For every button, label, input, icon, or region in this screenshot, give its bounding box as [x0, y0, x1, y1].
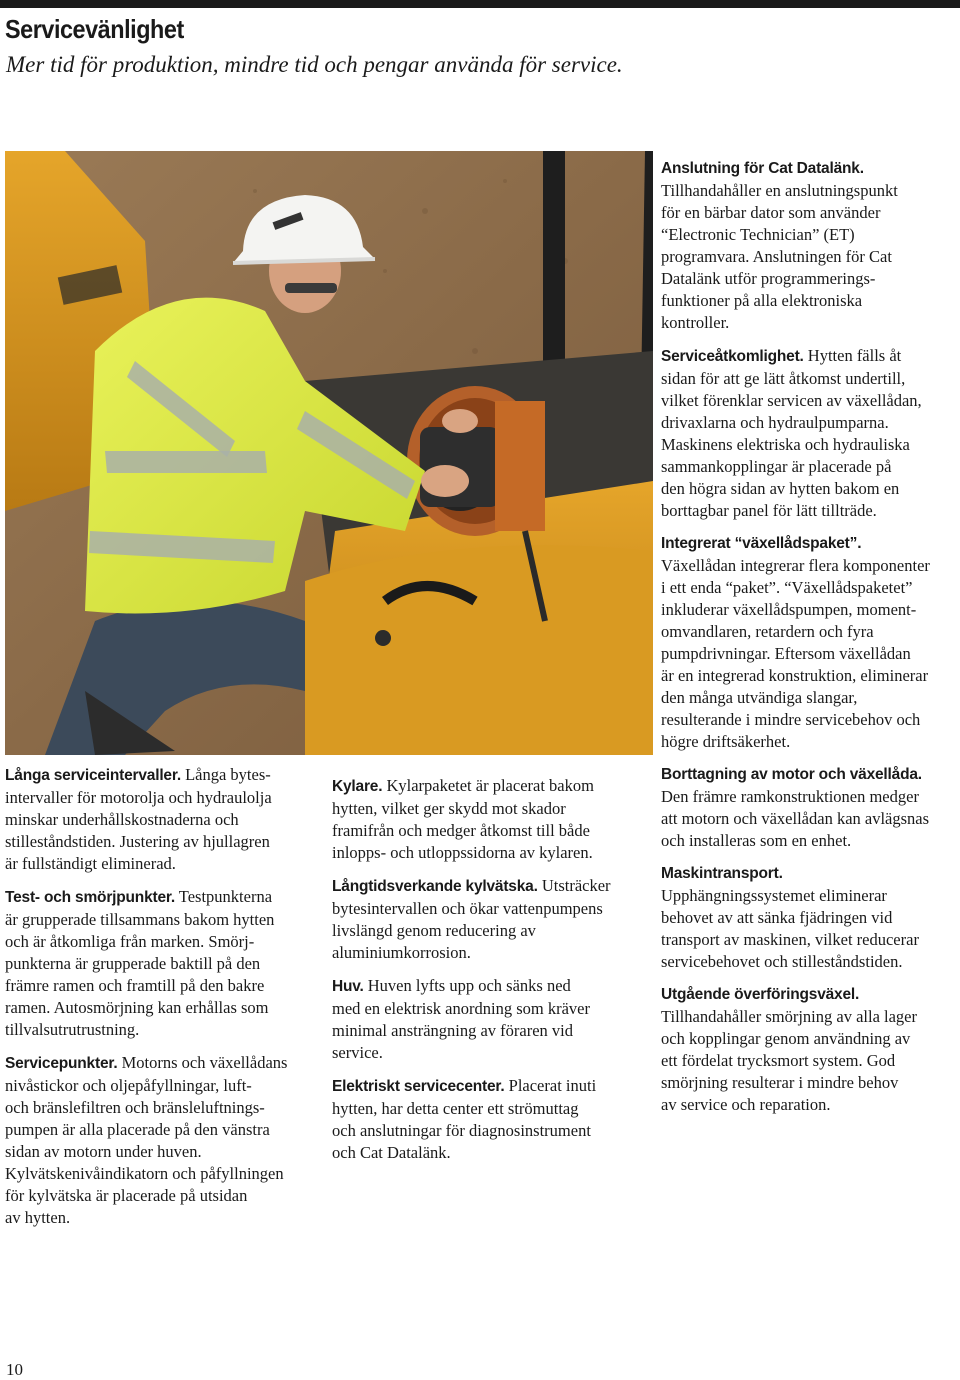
body-line: funktioner på alla elektroniska	[661, 291, 863, 310]
body-line: Växellådan integrerar flera komponenter	[661, 556, 930, 575]
body-line: är grupperade tillsammans bakom hytten	[5, 910, 275, 929]
body-line: främre ramen och framtill på den bakre	[5, 976, 265, 995]
body-line: sidan för att ge lätt åtkomst undertill,	[661, 369, 906, 388]
section-long-intervals: Långa serviceintervaller. Långa bytes- intervaller för motorolja och hydraulolja minskar underhållskostnaderna och stilleståndstiden. Justering av hjullagren är fullständigt eliminerad.	[5, 764, 315, 875]
body-line: borttagbar panel för lätt tillträde.	[661, 501, 877, 520]
body-line: och Cat Datalänk.	[332, 1143, 451, 1162]
right-column	[661, 158, 960, 1127]
body-line: inlopps- och utloppssidorna av kylaren.	[332, 843, 593, 862]
section-service-points: Servicepunkter. Motorns och växellådans nivåstickor och oljepåfyllningar, luft- och bränslefiltren och bränsleluftnings- pumpen är alla placerade på den vänstra sidan av motorn under huven. Kylvätskenivåindikatorn och påfyllningen för kylvätska är placerade på utsidan av hytten.	[5, 1052, 315, 1229]
section-head: Huv.	[332, 978, 364, 995]
body-line: minimal ansträngning av föraren vid	[332, 1021, 574, 1040]
body-line: programvara. Anslutningen för Cat	[661, 247, 892, 266]
body-line: och kopplingar genom användning av	[661, 1029, 911, 1048]
section-head: Integrerat “växellådspaket”.	[661, 535, 862, 552]
body-line: av service och reparation.	[661, 1095, 831, 1114]
body-line: Den främre ramkonstruktionen medger	[661, 787, 919, 806]
section-transmission-package	[661, 533, 960, 753]
body-line: behovet av att sänka fjädringen vid	[661, 908, 893, 927]
body-line: sidan av motorn under huven.	[5, 1142, 202, 1161]
body-line: hytten, har detta center ett strömuttag	[332, 1099, 579, 1118]
body-line: och anslutningar för diagnosinstrument	[332, 1121, 591, 1140]
body-line: punkterna är grupperade baktill på den	[5, 954, 261, 973]
body-line: sammankopplingar är placerade på	[661, 457, 892, 476]
body-line: ett fördelat trycksmort system. God	[661, 1051, 896, 1070]
body-line: aluminiumkorrosion.	[332, 943, 471, 962]
body-line: är en integrerad konstruktion, eliminerar	[661, 666, 929, 685]
body-line: den många utvändiga slangar,	[661, 688, 858, 707]
body-line: livslängd genom reducering av	[332, 921, 536, 940]
body-line: för en bärbar dator som använder	[661, 203, 881, 222]
body-line: är fullständigt eliminerad.	[5, 854, 176, 873]
body-line: resulterande i mindre servicebehov och	[661, 710, 921, 729]
section-long-life-coolant: Långtidsverkande kylvätska. Utsträcker bytesintervallen och ökar vattenpumpens livslängd genom reducering av aluminiumkorrosion.	[332, 875, 642, 964]
page-subtitle: Mer tid för produktion, mindre tid och pengar använda för service.	[6, 52, 623, 77]
body-line: kontroller.	[661, 313, 730, 332]
body-line: hytten, vilket ger skydd mot skador	[332, 799, 566, 818]
body-line: Upphängningssystemet eliminerar	[661, 886, 887, 905]
body-line: minskar underhållskostnaderna och	[5, 810, 239, 829]
body-line: Kylvätskenivåindikatorn och påfyllningen	[5, 1164, 284, 1183]
body-line: inkluderar växellådspumpen, moment-	[661, 600, 917, 619]
body-line: smörjning resulterar i mindre behov	[661, 1073, 899, 1092]
body-line: och är åtkomliga från marken. Smörj-	[5, 932, 255, 951]
section-hood: Huv. Huven lyfts upp och sänks ned med en elektrisk anordning som kräver minimal ansträngning av föraren vid service.	[332, 975, 642, 1064]
body-line: och bränslefiltren och bränsleluftnings-	[5, 1098, 265, 1117]
section-head: Servicepunkter.	[5, 1055, 118, 1072]
body-line: och installeras som en enhet.	[661, 831, 852, 850]
body-line: service.	[332, 1043, 383, 1062]
section-head: Långa serviceintervaller.	[5, 767, 181, 784]
body-line: högre driftsäkerhet.	[661, 732, 791, 751]
left-column	[5, 764, 315, 1240]
body-line: omvandlaren, retardern och fyra	[661, 622, 874, 641]
section-head: Serviceåtkomlighet.	[661, 348, 804, 365]
photo-technician-air-filter	[5, 151, 653, 755]
body-line: Maskinens elektriska och hydrauliska	[661, 435, 910, 454]
section-electrical-service-center: Elektriskt servicecenter. Placerat inuti hytten, har detta center ett strömuttag och anslutningar för diagnosinstrument och Cat Datalänk.	[332, 1075, 642, 1164]
body-line: för kylvätska är placerade på utsidan	[5, 1186, 248, 1205]
body-line: bytesintervallen och ökar vattenpumpens	[332, 899, 603, 918]
body-line: framifrån och medger åtkomst till både	[332, 821, 590, 840]
page-number: 10	[6, 1360, 23, 1379]
top-rule	[0, 0, 960, 8]
section-head: Utgående överföringsväxel.	[661, 986, 860, 1003]
section-head: Långtidsverkande kylvätska.	[332, 878, 538, 895]
section-machine-transport	[661, 863, 960, 973]
body-line: Tillhandahåller smörjning av alla lager	[661, 1007, 917, 1026]
body-line: servicebehovet och stilleståndstiden.	[661, 952, 903, 971]
section-head: Anslutning för Cat Datalänk.	[661, 160, 864, 177]
body-line: intervaller för motorolja och hydraulolja	[5, 788, 272, 807]
section-head: Kylare.	[332, 778, 383, 795]
body-line: stilleståndstiden. Justering av hjullagren	[5, 832, 270, 851]
body-line: av hytten.	[5, 1208, 71, 1227]
body-line: den högra sidan av hytten bakom en	[661, 479, 900, 498]
body-line: med en elektrisk anordning som kräver	[332, 999, 590, 1018]
section-head: Elektriskt servicecenter.	[332, 1078, 505, 1095]
body-line: transport av maskinen, vilket reducerar	[661, 930, 919, 949]
body-line: pumpen är alla placerade på den vänstra	[5, 1120, 270, 1139]
body-line: att motorn och växellådan kan avlägsnas	[661, 809, 930, 828]
body-line: ramen. Autosmörjning kan erhållas som	[5, 998, 269, 1017]
section-test-lube-points: Test- och smörjpunkter. Testpunkterna är grupperade tillsammans bakom hytten och är åtkomliga från marken. Smörj- punkterna är grupperade baktill på den främre ramen och framtill på den bakre ramen. Autosmörjning kan erhållas som tillvalsutrutrustning.	[5, 886, 315, 1041]
section-service-access: Serviceåtkomlighet. Hytten fälls åt sidan för att ge lätt åtkomst undertill, vilket förenklar servicen av växellådan, drivaxlarna och hydraulpumparna. Maskinens elektriska och hydrauliska sammankopplingar är placerade på den högra sidan av hytten bakom en borttagbar panel för lätt tillträde.	[661, 345, 960, 522]
section-cat-datalink	[661, 158, 960, 334]
section-head: Borttagning av motor och växellåda.	[661, 766, 922, 783]
body-line: “Electronic Technician” (ET)	[661, 225, 855, 244]
body-line: Tillhandahåller en anslutningspunkt	[661, 181, 898, 200]
section-radiator: Kylare. Kylarpaketet är placerat bakom hytten, vilket ger skydd mot skador framifrån och medger åtkomst till både inlopps- och utloppssidorna av kylaren.	[332, 775, 642, 864]
section-head: Maskintransport.	[661, 865, 783, 882]
middle-column	[332, 775, 642, 1175]
body-line: Datalänk utför programmerings-	[661, 269, 876, 288]
page-title: Servicevänlighet	[5, 14, 184, 44]
body-line: nivåstickor och oljepåfyllningar, luft-	[5, 1076, 252, 1095]
body-line: tillvalsutrutrustning.	[5, 1020, 140, 1039]
body-line: pumpdrivningar. Eftersom växellådan	[661, 644, 911, 663]
section-output-transfer-gear	[661, 984, 960, 1116]
section-engine-removal	[661, 764, 960, 852]
body-line: i ett enda “paket”. “Växellådspaketet”	[661, 578, 913, 597]
body-line: drivaxlarna och hydraulpumparna.	[661, 413, 889, 432]
section-head: Test- och smörjpunkter.	[5, 889, 175, 906]
body-line: vilket förenklar servicen av växellådan,	[661, 391, 922, 410]
